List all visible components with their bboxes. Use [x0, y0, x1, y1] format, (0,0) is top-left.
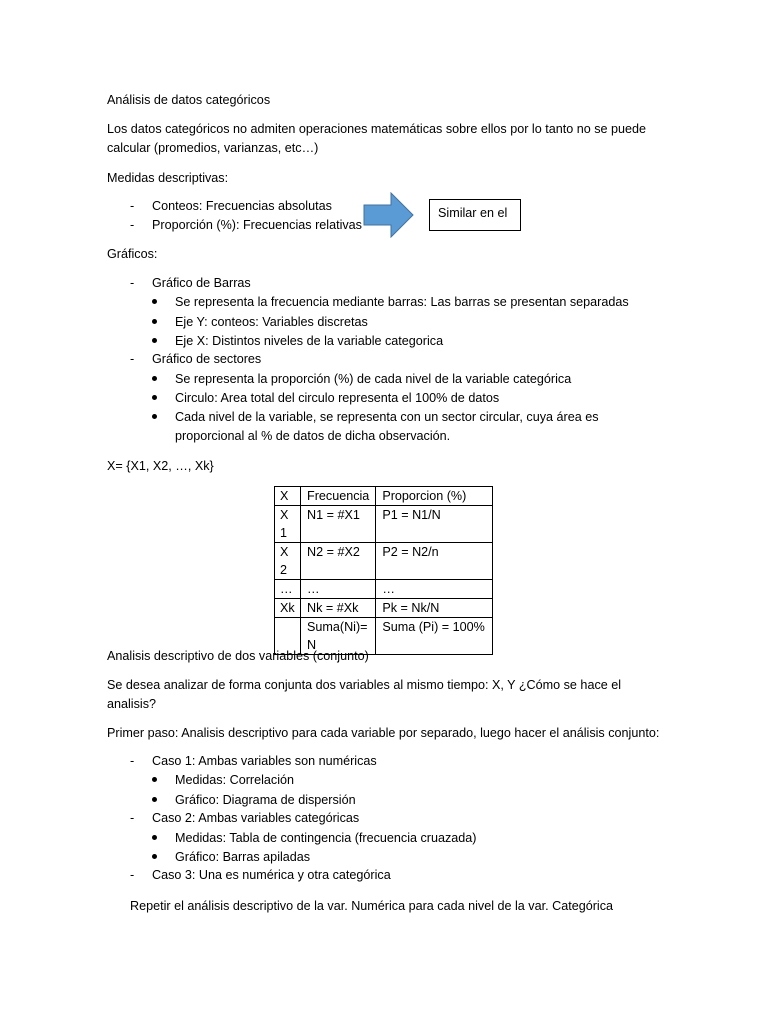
- bar-chart-item: Gráfico de Barras: [152, 276, 251, 290]
- table-cell: P2 = N2/n: [376, 543, 493, 580]
- list-item: Proporción (%): Frecuencias relativas: [152, 218, 362, 232]
- table-cell: Suma (Pi) = 100%: [376, 618, 493, 655]
- table-cell: N2 = #X2: [301, 543, 376, 580]
- bullet-dot: [152, 395, 157, 400]
- sector-chart-item: Gráfico de sectores: [152, 352, 262, 366]
- table-header-row: [275, 487, 493, 506]
- list-item: Conteos: Frecuencias absolutas: [152, 199, 332, 213]
- list-item: Eje Y: conteos: Variables discretas: [175, 315, 368, 329]
- dash-marker: -: [130, 276, 135, 290]
- table-row: [275, 543, 493, 580]
- measures-heading: Medidas descriptivas:: [107, 171, 229, 185]
- bullet-dot: [152, 835, 157, 840]
- set-definition: X= {X1, X2, …, Xk}: [107, 459, 214, 473]
- paragraph: Se desea analizar de forma conjunta dos variables al mismo tiempo: X, Y ¿Cómo se hace el analisis?: [107, 678, 622, 711]
- bullet-dot: [152, 414, 157, 419]
- bullet-dot: [152, 797, 157, 802]
- case-item: Caso 2: Ambas variables categóricas: [152, 811, 360, 825]
- table-header-cell: X: [275, 487, 301, 506]
- list-item: Eje X: Distintos niveles de la variable categorica: [175, 334, 444, 348]
- case-item: Caso 3: Una es numérica y otra categórica: [152, 868, 391, 882]
- table-cell: …: [275, 580, 301, 599]
- dash-marker: -: [130, 868, 135, 882]
- table-header-cell: Proporcion (%): [376, 487, 493, 506]
- frequency-table: [274, 486, 493, 655]
- table-cell: X 2: [275, 543, 301, 580]
- list-item: Gráfico: Diagrama de dispersión: [175, 793, 356, 807]
- bullet-dot: [152, 299, 157, 304]
- table-cell: …: [301, 580, 376, 599]
- dash-marker: -: [130, 754, 135, 768]
- list-item: Circulo: Area total del circulo representa el 100% de datos: [175, 391, 500, 405]
- table-cell: N1 = #X1: [301, 506, 376, 543]
- table-cell: Pk = Nk/N: [376, 599, 493, 618]
- bullet-dot: [152, 338, 157, 343]
- right-arrow-icon: [363, 192, 415, 238]
- table-cell: P1 = N1/N: [376, 506, 493, 543]
- list-item: Se representa la frecuencia mediante barras: Las barras se presentan separadas: [175, 295, 629, 309]
- table-cell: Suma(Ni)= N: [301, 618, 376, 655]
- list-item: Cada nivel de la variable, se representa con un sector circular, cuya área es proporcional al % de datos de dicha observación.: [175, 410, 599, 443]
- page-title: Análisis de datos categóricos: [107, 93, 271, 107]
- table-cell: Xk: [275, 599, 301, 618]
- callout-box: [429, 199, 521, 231]
- closing-paragraph: Repetir el análisis descriptivo de la var. Numérica para cada nivel de la var. Categórica: [130, 899, 614, 913]
- list-item: Medidas: Correlación: [175, 773, 294, 787]
- table-cell: …: [376, 580, 493, 599]
- graphs-heading: Gráficos:: [107, 247, 158, 261]
- list-item: Medidas: Tabla de contingencia (frecuencia cruazada): [175, 831, 477, 845]
- paragraph: Primer paso: Analisis descriptivo para cada variable por separado, luego hacer el análisis conjunto:: [107, 726, 660, 740]
- dash-marker: -: [130, 352, 135, 366]
- bullet-dot: [152, 777, 157, 782]
- list-item: Se representa la proporción (%) de cada nivel de la variable categórica: [175, 372, 572, 386]
- dash-marker: -: [130, 199, 135, 213]
- bullet-dot: [152, 319, 157, 324]
- bullet-dot: [152, 854, 157, 859]
- intro-paragraph: Los datos categóricos no admiten operaciones matemáticas sobre ellos por lo tanto no se puede calcular (promedios, varianzas, etc…): [107, 122, 647, 155]
- dash-marker: -: [130, 811, 135, 825]
- table-row: [275, 599, 493, 618]
- table-row: [275, 580, 493, 599]
- callout-text: Similar en el: [438, 206, 508, 220]
- table-row: [275, 506, 493, 543]
- table-cell: X 1: [275, 506, 301, 543]
- dash-marker: -: [130, 218, 135, 232]
- bullet-dot: [152, 376, 157, 381]
- section-heading: Analisis descriptivo de dos variables (conjunto): [107, 649, 369, 663]
- list-item: Gráfico: Barras apiladas: [175, 850, 311, 864]
- table-cell: Nk = #Xk: [301, 599, 376, 618]
- table-header-cell: Frecuencia: [301, 487, 376, 506]
- case-item: Caso 1: Ambas variables son numéricas: [152, 754, 377, 768]
